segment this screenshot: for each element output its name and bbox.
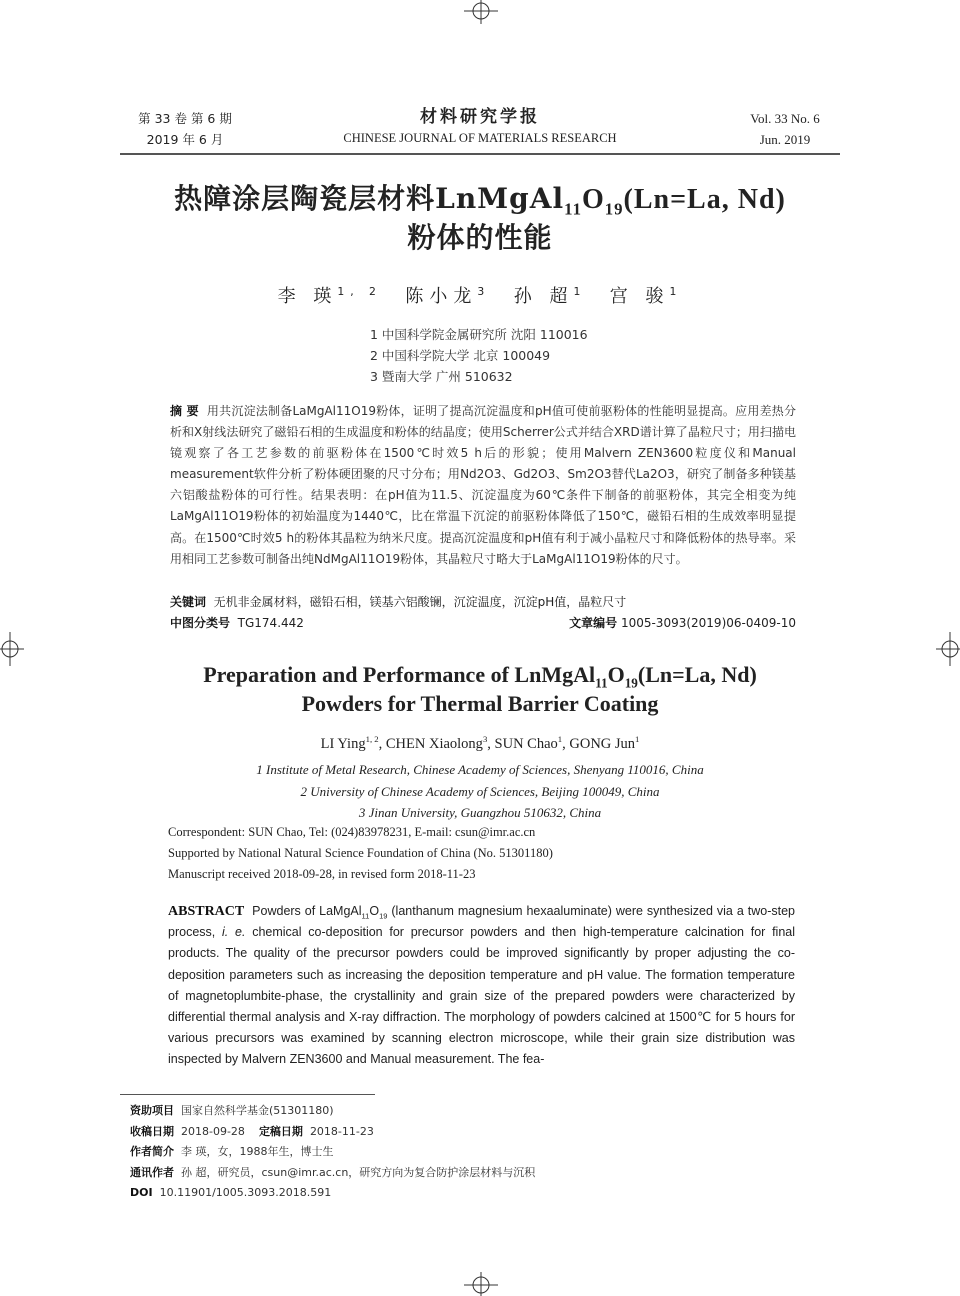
title-en-line2: Powders for Thermal Barrier Coating (301, 691, 659, 716)
affiliations-cn (370, 324, 770, 387)
title-cn-line1: 热障涂层陶瓷层材料$LnMgAl_{11}O_{19}(Ln=La$, Nd) (174, 182, 786, 219)
keywords-cn-text: 无机非金属材料，磁铅石相，镁基六铝酸镧，沉淀温度，沉淀pH值，晶粒尺寸 (213, 595, 627, 609)
authors-cn (120, 282, 840, 308)
volume-en: Vol. 33 No. 6 (750, 111, 820, 126)
date-cn: 2019 年 6 月 (146, 132, 224, 147)
header-right (730, 108, 840, 150)
classification-value: TG174.442 (237, 616, 304, 630)
affiliation-cn: 2 中国科学院大学 北京 100049 (370, 348, 551, 363)
journal-name-cn: 材料研究学报 (420, 107, 540, 127)
author-cn: 李 瑛$^{1, 2}$ (277, 285, 382, 307)
article-meta-en (168, 822, 808, 885)
footnote-rule (120, 1094, 375, 1095)
authors-en: LI Ying$^{1, 2}$, CHEN Xiaolong$^3$, SUN Chao$^1$, GONG Jun$^1$ (320, 734, 640, 752)
registration-mark-right (936, 632, 960, 666)
date-en: Jun. 2019 (759, 132, 811, 147)
title-cn (120, 180, 840, 257)
keywords-cn (170, 592, 796, 612)
header-rule (120, 153, 840, 155)
funding: Supported by National Natural Science Foundation of China (No. 51301180) (168, 846, 553, 860)
registration-mark-top (464, 0, 498, 24)
registration-mark-left (0, 632, 24, 666)
classification-cn (170, 613, 796, 633)
abstract-en-text: Powders of $LaMgAl_{11}O_{19}$ (lanthanum magnesium hexaaluminate) were synthesized via a two-step process, i. e. chemical co-deposition for precursor powders and then high-temperature calcination for final products. The quality of the precursor powders could be improved significantly by proper adjusting the co-deposition parameters such as increasing the deposition temperature and pH value. The formation temperature of magnetoplumbite-phase, the crystallinity and grain size of the prepared powders were characterized by differential thermal analysis and X-ray diffraction. The morphology of powders calcined at 1500℃ for 5 hours for various precursors was examined by scanning electron microscope, while their grain size distribution was inspected by Malvern ZEN3600 and Manual measurement. The fea- (168, 904, 795, 1067)
author-en: SUN Chao$^1$ (494, 734, 563, 752)
footnote-doi: DOI 10.11901/1005.3093.2018.591 (130, 1186, 332, 1199)
received-date: Manuscript received 2018-09-28, in revised form 2018-11-23 (168, 867, 476, 881)
author-cn: 孙 超$^1$ (513, 285, 587, 307)
article-number: 文章编号 1005-3093(2019)06-0409-10 (569, 616, 796, 630)
abstract-en (168, 901, 795, 1071)
keywords-cn-label: 关键词 (170, 595, 207, 609)
registration-mark-bottom (464, 1272, 498, 1296)
footnote-dates: 收稿日期 2018-09-28 定稿日期 2018-11-23 (130, 1124, 374, 1138)
abstract-en-label: ABSTRACT (168, 904, 245, 919)
classification-label: 中图分类号 (170, 616, 231, 630)
footnote-funding: 资助项目 国家自然科学基金(51301180) (130, 1104, 334, 1117)
title-en-line1: Preparation and Performance of $LnMgAl_{11}O_{19}(Ln=La$, Nd) (203, 662, 757, 691)
author-cn: 陈小龙$^3$ (405, 285, 491, 307)
correspondent: Correspondent: SUN Chao, Tel: (024)83978231, E-mail: csun@imr.ac.cn (168, 825, 536, 839)
affiliations-en (120, 759, 840, 824)
author-cn: 宫 骏$^1$ (609, 285, 683, 307)
affiliation-en: 1 Institute of Metal Research, Chinese Academy of Sciences, Shenyang 110016, China (256, 762, 704, 777)
footnote-corresponding: 通讯作者 孙 超，研究员，csun@imr.ac.cn，研究方向为复合防护涂层材料与沉积 (130, 1165, 536, 1179)
author-en: GONG Jun$^1$ (569, 734, 640, 752)
title-en (120, 660, 840, 718)
header-left (130, 108, 240, 150)
affiliation-en: 3 Jinan University, Guangzhou 510632, China (358, 805, 602, 820)
affiliation-en: 2 University of Chinese Academy of Sciences, Beijing 100049, China (300, 783, 660, 799)
volume-cn: 第 33 卷 第 6 期 (138, 111, 232, 126)
abstract-cn (170, 401, 796, 570)
journal-name-en: CHINESE JOURNAL OF MATERIALS RESEARCH (343, 131, 617, 145)
author-en: CHEN Xiaolong$^3$ (385, 734, 488, 752)
journal-header (300, 106, 660, 148)
abstract-cn-text: 用共沉淀法制备LaMgAl11O19粉体，证明了提高沉淀温度和pH值可使前驱粉体的性能明显提高。应用差热分析和X射线法研究了磁铅石相的生成温度和粉体的结晶度；使用Scherrer公式并结合XRD谱计算了晶粒尺寸；用扫描电镜观察了各工艺参数的前驱粉体在1500℃时效5 h后的形貌；使用Malvern ZEN3600粒度仪和Manual measurement软件分析了粉体硬团聚的尺寸分布；用Nd2O3、Gd2O3、Sm2O3替代La2O3，研究了制备多种镁基六铝酸盐粉体的可行性。结果表明：在pH值为11.5、沉淀温度为60℃条件下制备的前驱粉体，其完全相变为纯LaMgAl11O19粉体的初始温度为1440℃，比在常温下沉淀的前驱粉体降低了150℃，磁铅石相的生成效率明显提高。在1500℃时效5 h的粉体其晶粒为纳米尺度。提高沉淀温度和pH值有利于减小晶粒尺寸和降低粉体的热导率。采用相同工艺参数可制备出纯NdMgAl11O19粉体，其晶粒尺寸略大于LaMgAl11O19粉体的尺寸。 (170, 404, 797, 566)
footnotes (130, 1101, 830, 1204)
title-cn-line2: 粉体的性能 (407, 221, 553, 254)
affiliation-cn: 3 暨南大学 广州 510632 (370, 369, 513, 384)
abstract-cn-label: 摘 要 (170, 404, 199, 418)
footnote-author: 作者简介 李 瑛，女，1988年生，博士生 (130, 1145, 334, 1158)
affiliation-cn: 1 中国科学院金属研究所 沈阳 110016 (370, 327, 588, 342)
author-en: LI Ying$^{1, 2}$ (320, 734, 379, 752)
